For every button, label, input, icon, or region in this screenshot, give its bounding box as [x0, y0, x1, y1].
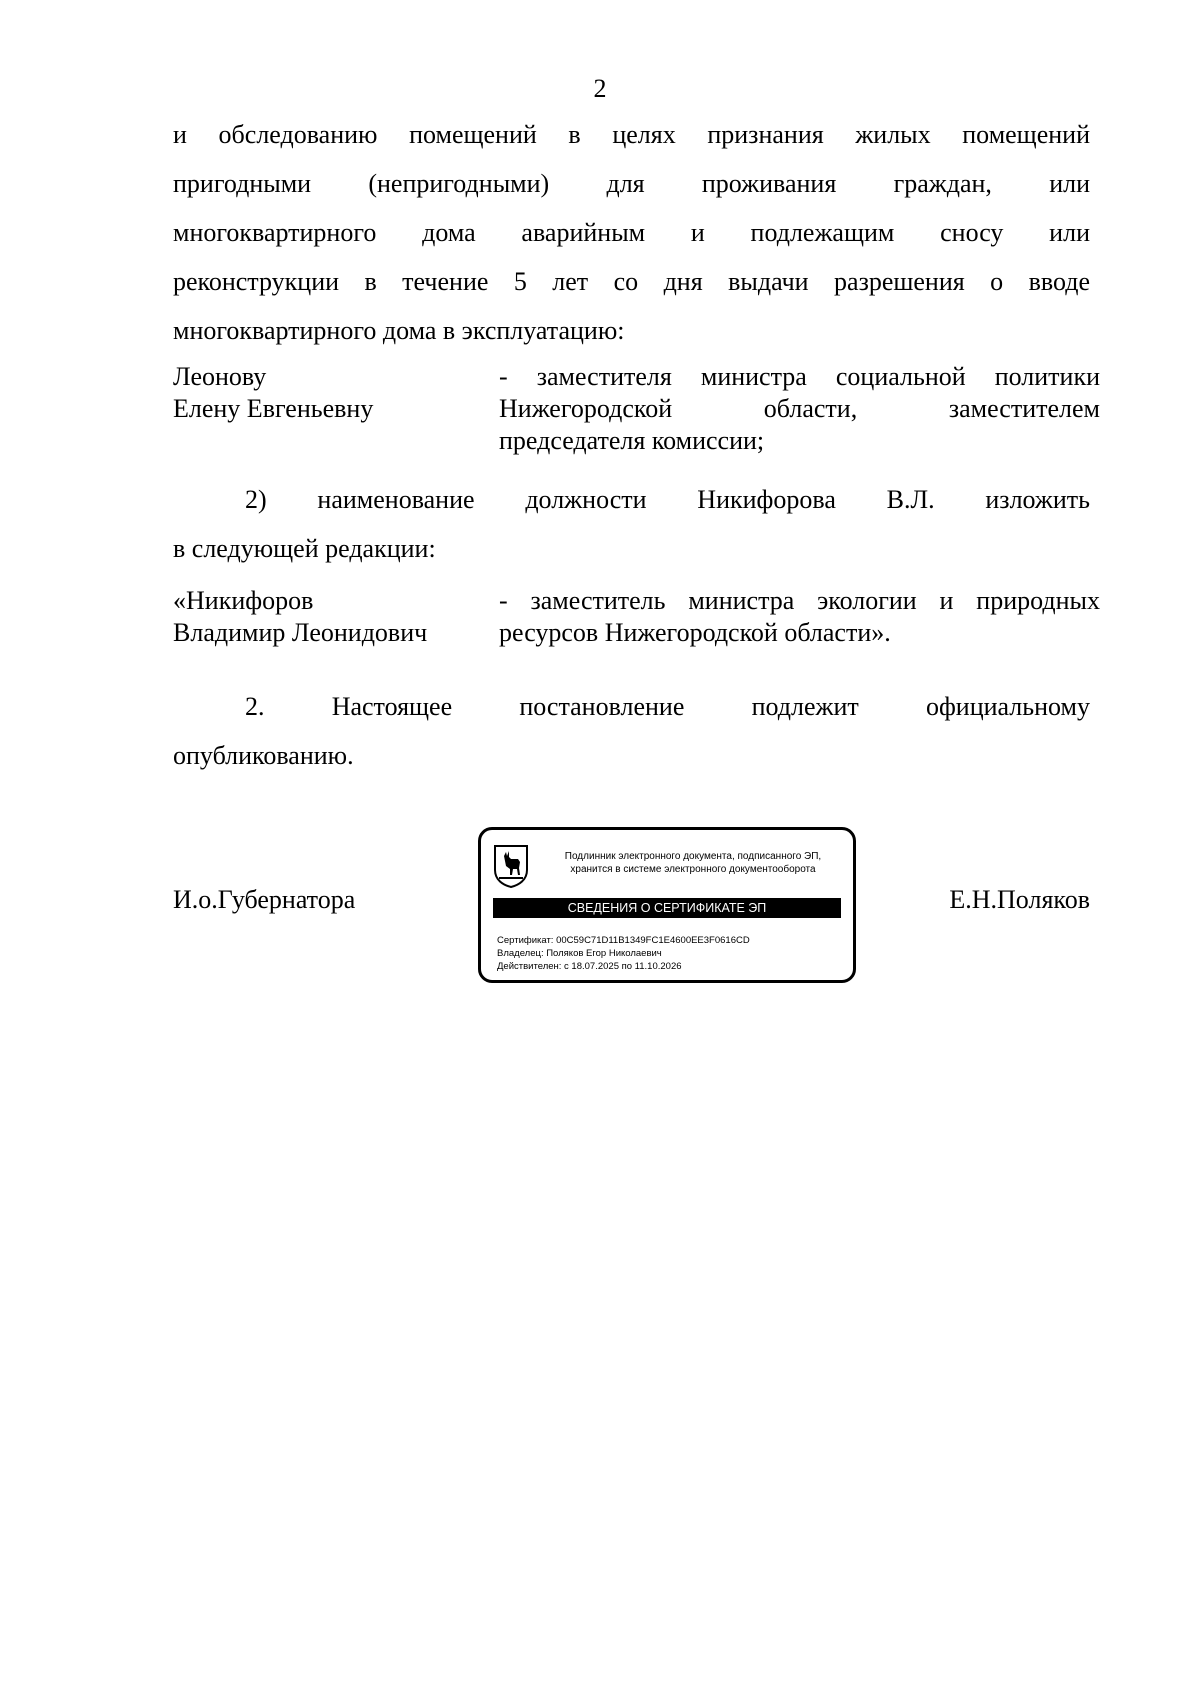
paragraph-line: и обследованию помещений в целях признания жилых помещений [173, 120, 1090, 149]
stamp-details [497, 934, 750, 973]
paragraph-line: 2. Настоящее постановление подлежит официальному [245, 692, 1090, 721]
stamp-header [541, 850, 845, 876]
paragraph-line: многоквартирного дома аварийным и подлежащим сносу или [173, 218, 1090, 247]
role-line: - заместителя министра социальной политики [499, 362, 1100, 391]
member-role [499, 585, 1100, 649]
paragraph-amendment [173, 475, 1090, 573]
paragraph-line: в следующей редакции: [173, 534, 436, 563]
member-name [173, 361, 493, 425]
signatory-name: Е.Н.Поляков [949, 885, 1090, 914]
coat-of-arms-icon [493, 844, 529, 888]
paragraph-line: опубликованию. [173, 741, 354, 770]
stamp-certificate: Сертификат: 00C59C71D11B1349FC1E4600EE3F0616CD [497, 935, 750, 946]
page-number: 2 [593, 74, 607, 103]
paragraph-line: реконструкции в течение 5 лет со дня выдачи разрешения о вводе [173, 267, 1090, 296]
paragraph-line: 2) наименование должности Никифорова В.Л. изложить [245, 485, 1090, 514]
paragraph-publication [173, 682, 1090, 780]
signatory-position: И.о.Губернатора [173, 885, 356, 914]
role-line: ресурсов Нижегородской области». [499, 618, 891, 647]
role-line: председателя комиссии; [499, 426, 765, 455]
member-name [173, 585, 493, 649]
member-surname: Леонову [173, 362, 267, 391]
paragraph-line: многоквартирного дома в эксплуатацию: [173, 316, 625, 345]
role-line: - заместитель министра экологии и природных [499, 586, 1100, 615]
stamp-validity: Действителен: с 18.07.2025 по 11.10.2026 [497, 961, 682, 972]
stamp-owner: Владелец: Поляков Егор Николаевич [497, 948, 662, 959]
member-surname: «Никифоров [173, 586, 314, 615]
member-given-names: Елену Евгеньевну [173, 394, 374, 423]
member-role [499, 361, 1100, 457]
stamp-header-line: Подлинник электронного документа, подписанного ЭП, [564, 851, 822, 862]
stamp-header-line: хранится в системе электронного документооборота [570, 864, 816, 875]
role-line: Нижегородской области, заместителем [499, 394, 1100, 423]
electronic-signature-stamp [478, 827, 856, 983]
member-given-names: Владимир Леонидович [173, 618, 428, 647]
stamp-title-band: СВЕДЕНИЯ О СЕРТИФИКАТЕ ЭП [493, 898, 841, 918]
paragraph-line: пригодными (непригодными) для проживания граждан, или [173, 169, 1090, 198]
paragraph-commission [173, 110, 1090, 355]
